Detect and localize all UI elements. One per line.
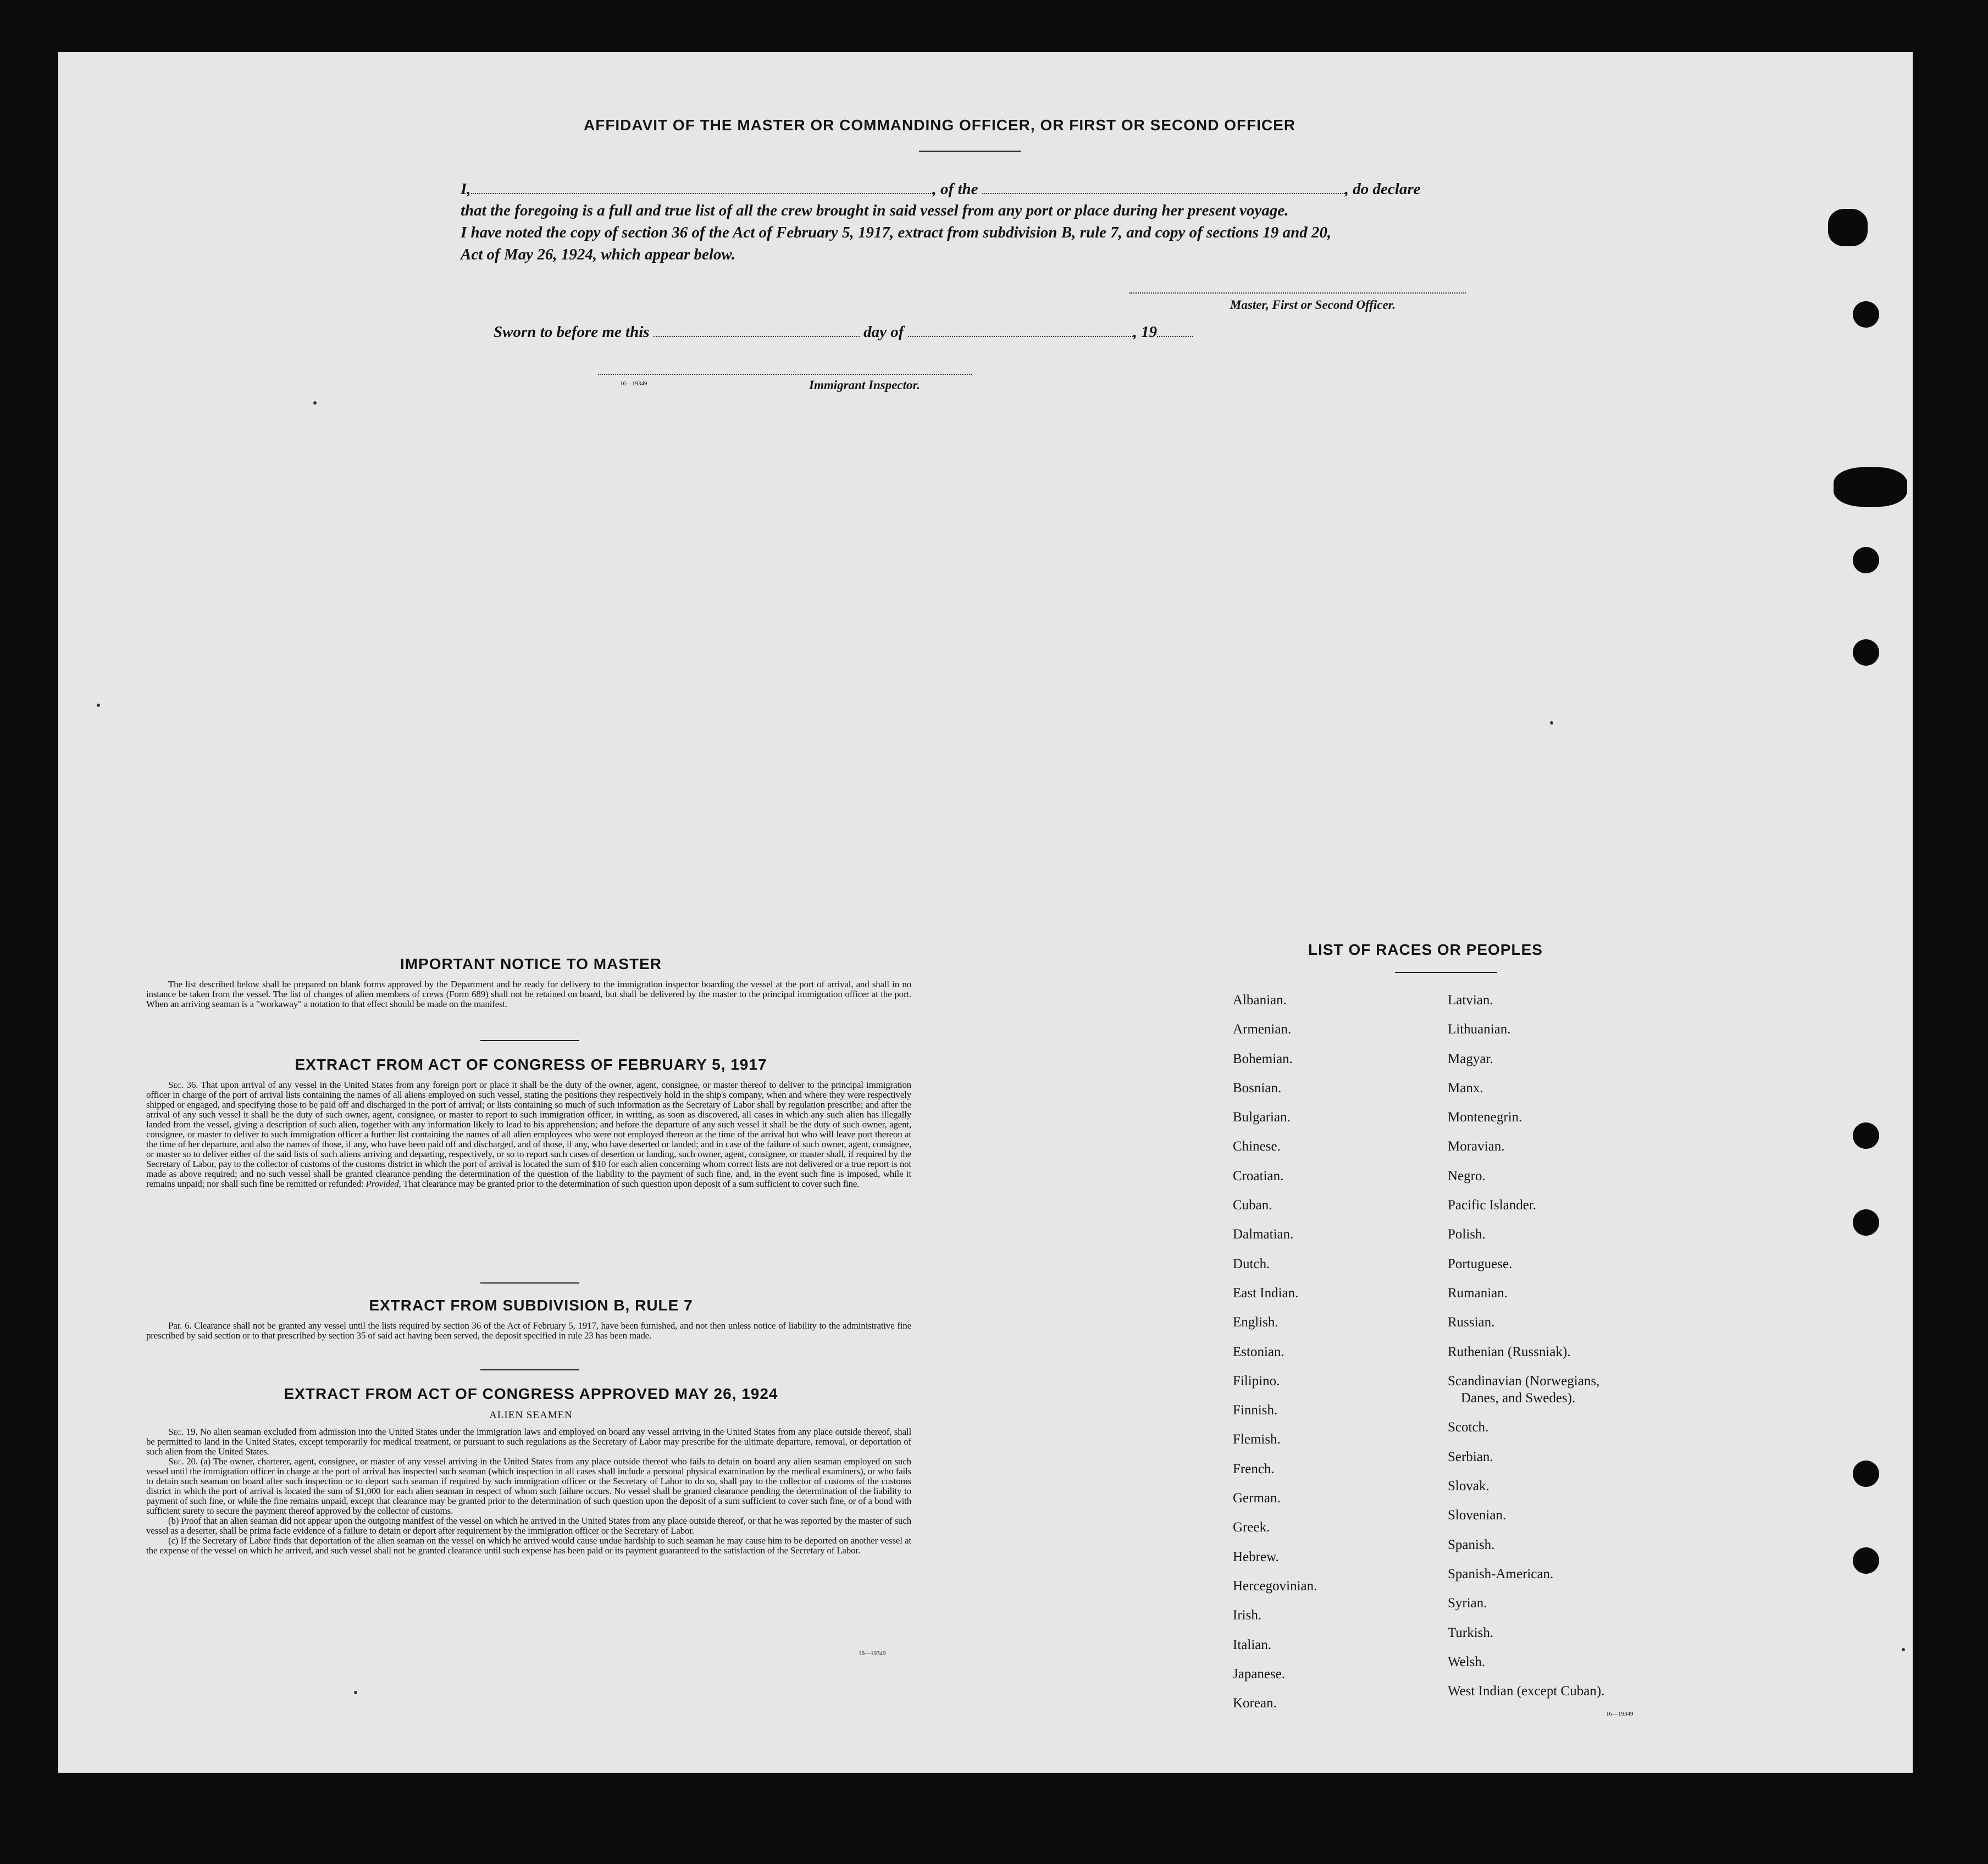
race-item: Russian. — [1448, 1315, 1495, 1330]
rule7-text — [146, 1321, 911, 1341]
notice-text — [146, 980, 911, 1009]
race-item: Flemish. — [1233, 1432, 1281, 1447]
race-item: Dutch. — [1233, 1256, 1270, 1271]
sworn-day-field[interactable] — [654, 320, 860, 337]
alien-seamen-subtitle: ALIEN SEAMEN — [489, 1409, 573, 1421]
section-20c-text: (c) If the Secretary of Labor finds that deportation of the alien seaman on the vessel on which he arrived would cause undue hardship to such seaman he may cause him to be deported on another vessel at the expense of the vessel on which he arrived, and such vessel shall not be granted clearance until such expense has been paid or its payment guaranteed to the satisfaction of the Secretary of Labor. — [146, 1535, 911, 1556]
race-item: Polish. — [1448, 1227, 1486, 1242]
race-item: French. — [1233, 1461, 1275, 1476]
race-item: Estonian. — [1233, 1344, 1284, 1359]
race-item: Latvian. — [1448, 993, 1493, 1008]
extract-1917-title: EXTRACT FROM ACT OF CONGRESS OF FEBRUARY 5, 1917 — [295, 1056, 767, 1073]
vessel-name-field[interactable] — [982, 178, 1345, 194]
binder-hole — [1853, 1209, 1879, 1236]
notice-paragraph: The list described below shall be prepared on blank forms approved by the Department and be ready for delivery to the immigration inspector boarding the vessel at the port of arrival, and shall in no instance be taken from the vessel. The list of changes of alien members of crews (Form 689) shall not be retained on board, but shall be delivered by the master to the principal immigration officer at the port. When an arriving seaman is a "workaway" a notation to that effect should be made on the manifest. — [146, 979, 911, 1009]
affidavit-line-1 — [461, 178, 1420, 200]
race-item: Slovak. — [1448, 1479, 1489, 1494]
affidavit-i: I, — [461, 180, 471, 198]
race-item: Spanish-American. — [1448, 1566, 1554, 1581]
ink-speck — [354, 1691, 357, 1694]
race-item: Hebrew. — [1233, 1549, 1279, 1564]
race-item: Japanese. — [1233, 1666, 1286, 1682]
extract-1924-text — [146, 1427, 911, 1556]
race-item: Albanian. — [1233, 993, 1287, 1008]
master-signature-caption: Master, First or Second Officer. — [1230, 298, 1396, 312]
master-signature-line[interactable] — [1129, 292, 1466, 294]
section-36-label: Sec. 36. — [168, 1080, 198, 1090]
race-item: Syrian. — [1448, 1596, 1487, 1611]
race-item: Scandinavian (Norwegians, — [1448, 1373, 1600, 1389]
race-item: Bohemian. — [1233, 1051, 1293, 1066]
race-item: Greek. — [1233, 1520, 1270, 1535]
year-label: , 19 — [1133, 323, 1158, 341]
race-item: East Indian. — [1233, 1285, 1299, 1301]
inspector-signature-line[interactable] — [598, 374, 972, 375]
rule7-divider — [480, 1369, 579, 1370]
race-item: Bosnian. — [1233, 1080, 1282, 1096]
torn-hole-mark — [1828, 209, 1868, 246]
binder-hole — [1853, 639, 1879, 666]
master-name-field[interactable] — [471, 178, 933, 194]
race-item: Magyar. — [1448, 1051, 1493, 1066]
race-item: Italian. — [1233, 1637, 1272, 1652]
race-item: Cuban. — [1233, 1198, 1272, 1213]
race-item: Dalmatian. — [1233, 1227, 1294, 1242]
race-item: Finnish. — [1233, 1403, 1278, 1418]
affidavit-line-3: I have noted the copy of section 36 of the Act of February 5, 1917, extract from subdivision B, rule 7, and copy of sections 19 and 20, — [461, 224, 1332, 241]
torn-hole-mark — [1834, 467, 1907, 507]
race-item: Moravian. — [1448, 1139, 1505, 1154]
section-36-proviso: That clearance may be granted prior to the determination of such question upon deposit of a sum sufficient to cover such fine. — [403, 1179, 860, 1189]
race-item: Turkish. — [1448, 1625, 1494, 1640]
section-20a-text: (a) The owner, charterer, agent, consignee, or master of any vessel arriving in the United States from any place outside thereof who fails to detain on board any alien seaman employed on such vessel until the immigration officer in charge at the port of arrival has inspected such seaman (which inspection in all cases shall include a personal physical examination by the medical examiners), or who fails to detain such seaman on board after such inspection or to deport such seaman if required by such immigration officer or the Secretary of Labor to do so, shall pay to the collector of customs of the customs district in which the port of arrival is located the sum of $1,000 for each alien seaman in respect of whom such failure occurs. No vessel shall be granted clearance pending the determination of the liability to payment of such fine, or while the fine remains unpaid, except that clearance may be granted prior to the determination of such question upon the deposit of a sum sufficient to cover such fine, or of a bond with sufficient surety to secure the payment thereof approved by the collector of customs. — [146, 1456, 911, 1516]
title-divider — [919, 151, 1021, 152]
race-item: Slovenian. — [1448, 1508, 1507, 1523]
notice-title: IMPORTANT NOTICE TO MASTER — [400, 955, 662, 972]
ink-speck — [1550, 721, 1553, 724]
extract-1917-text — [146, 1080, 911, 1189]
affidavit-line-2: that the foregoing is a full and true list of all the crew brought in said vessel from any port or place during her present voyage. — [461, 202, 1289, 219]
race-item: Irish. — [1233, 1608, 1262, 1623]
binder-hole — [1853, 547, 1879, 573]
race-item: West Indian (except Cuban). — [1448, 1684, 1605, 1699]
section-19-text: No alien seaman excluded from admission into the United States under the immigration laws and employed on board any vessel arriving in the United States from any place outside thereof, shall be permitted to land in the United States, except temporarily for medical treatment, or pursuant to such regulations as the Secretary of Labor may prescribe for the ultimate departure, removal, or deportation of such alien from the United States. — [146, 1426, 911, 1457]
binder-hole — [1853, 1122, 1879, 1149]
provided-clause: Provided, — [366, 1179, 401, 1189]
day-of-label: day of — [863, 323, 904, 341]
race-item: Lithuanian. — [1448, 1022, 1511, 1037]
race-item: Pacific Islander. — [1448, 1198, 1537, 1213]
race-item: Croatian. — [1233, 1168, 1284, 1183]
race-item: Scotch. — [1448, 1420, 1489, 1435]
race-item: English. — [1233, 1315, 1278, 1330]
race-item: Manx. — [1448, 1080, 1483, 1096]
extract-1917-divider — [480, 1282, 579, 1284]
section-19-label: Sec. 19. — [168, 1426, 198, 1437]
section-20b-text: (b) Proof that an alien seaman did not appear upon the outgoing manifest of the vessel on which he arrived in the United States from any place outside thereof, or that he was reported by the master of such vessel as a deserter, shall be prima facie evidence of a failure to detain or deport after requirement by the immigration officer or the Secretary of Labor. — [146, 1515, 911, 1536]
race-item: Armenian. — [1233, 1022, 1292, 1037]
affidavit-of-the: , of the — [932, 180, 978, 198]
race-item: Bulgarian. — [1233, 1110, 1291, 1125]
binder-hole — [1853, 1461, 1879, 1487]
rule7-paragraph: Par. 6. Clearance shall not be granted any vessel until the lists required by section 36 of the Act of February 5, 1917, have been furnished, and not then unless notice of liability to the administrative fine prescribed by said section or to that prescribed by section 35 of said act having been served, the deposit specified in rule 23 has been made. — [146, 1320, 911, 1341]
races-left-column — [1233, 986, 1317, 1718]
rule7-title: EXTRACT FROM SUBDIVISION B, RULE 7 — [369, 1297, 693, 1314]
affidavit-title: AFFIDAVIT OF THE MASTER OR COMMANDING OFFICER, OR FIRST OR SECOND OFFICER — [584, 117, 1296, 134]
section-36-text: That upon arrival of any vessel in the United States from any foreign port or place it shall be the duty of the owner, agent, consignee, or master thereof to deliver to the principal immigration officer in charge of the port of arrival lists containing the names of all aliens employed on such vessel, stating the positions they respectively hold in the ship's company, when and where they were respectively shipped or engaged, and specifying those to be paid off and discharged in the port of arrival; or lists containing so much of such information as the Secretary of Labor shall by regulation prescribe; and after the arrival of any such vessel it shall be the duty of such owner, agent, consignee, or master to report to such immigration officer, in writing, as soon as discovered, all cases in which any such alien has illegally landed from the vessel, giving a description of such alien, together with any information likely to lead to his apprehension; and before the departure of any such vessel it shall be the duty of such owner, agent, consignee, or master to deliver to such immigration officer a further list containing the names of all alien employees who were not employed thereon at the time of the arrival but who will leave port thereon at the time of her departure, and also the names of those, if any, who have been paid off and discharged, and of those, if any, who have deserted or landed; and in case of the failure of such owner, agent, consignee, or master so to deliver either of the said lists of such aliens arriving and departing, respectively, or so to report such cases of desertion or landing, such owner, agent, consignee, or master shall, if required by the Secretary of Labor, pay to the collector of customs of the customs district in which the port of arrival is located the sum of $10 for each alien concerning whom correct lists are not delivered or a true report is not made as above required; and no such vessel shall be granted clearance pending the determination of the question of the liability to the payment of such fine, and, in the event such fine is imposed, while it remains unpaid; nor shall such fine be remitted or refunded: — [146, 1080, 911, 1189]
race-item: Rumanian. — [1448, 1285, 1508, 1301]
sworn-line — [494, 320, 1193, 343]
race-item: Negro. — [1448, 1168, 1486, 1183]
section-20-label: Sec. 20. — [168, 1456, 198, 1467]
notice-divider — [480, 1040, 579, 1041]
sworn-year-field[interactable] — [1157, 320, 1193, 337]
race-item: Welsh. — [1448, 1654, 1486, 1669]
race-item: Portuguese. — [1448, 1256, 1513, 1271]
sworn-label: Sworn to before me this — [494, 323, 650, 341]
extract-1924-title: EXTRACT FROM ACT OF CONGRESS APPROVED MAY 26, 1924 — [284, 1385, 778, 1402]
race-item: Chinese. — [1233, 1139, 1281, 1154]
race-item: Ruthenian (Russniak). — [1448, 1344, 1571, 1359]
races-form-number: 16—19349 — [1606, 1711, 1633, 1717]
extract-form-number: 16—19349 — [859, 1650, 886, 1657]
race-item: Hercegovinian. — [1233, 1578, 1317, 1594]
race-item: Filipino. — [1233, 1373, 1280, 1389]
race-item: Spanish. — [1448, 1537, 1495, 1552]
binder-hole — [1853, 301, 1879, 328]
ink-speck — [1902, 1648, 1905, 1651]
race-item: Korean. — [1233, 1696, 1277, 1711]
race-item: German. — [1233, 1491, 1281, 1506]
race-item: Montenegrin. — [1448, 1110, 1522, 1125]
affidavit-form-number: 16—19349 — [620, 380, 647, 387]
races-title: LIST OF RACES OR PEOPLES — [1308, 941, 1543, 958]
affidavit-line-4: Act of May 26, 1924, which appear below. — [461, 246, 735, 263]
affidavit-do-declare: , do declare — [1344, 180, 1421, 198]
sworn-month-field[interactable] — [908, 320, 1133, 337]
inspector-caption: Immigrant Inspector. — [809, 378, 920, 392]
race-item: Danes, and Swedes). — [1461, 1391, 1576, 1406]
ink-speck — [97, 704, 100, 707]
races-right-column — [1448, 986, 1604, 1706]
races-divider — [1395, 972, 1497, 973]
ink-speck — [313, 401, 317, 405]
race-item: Serbian. — [1448, 1449, 1493, 1464]
binder-hole — [1853, 1547, 1879, 1574]
